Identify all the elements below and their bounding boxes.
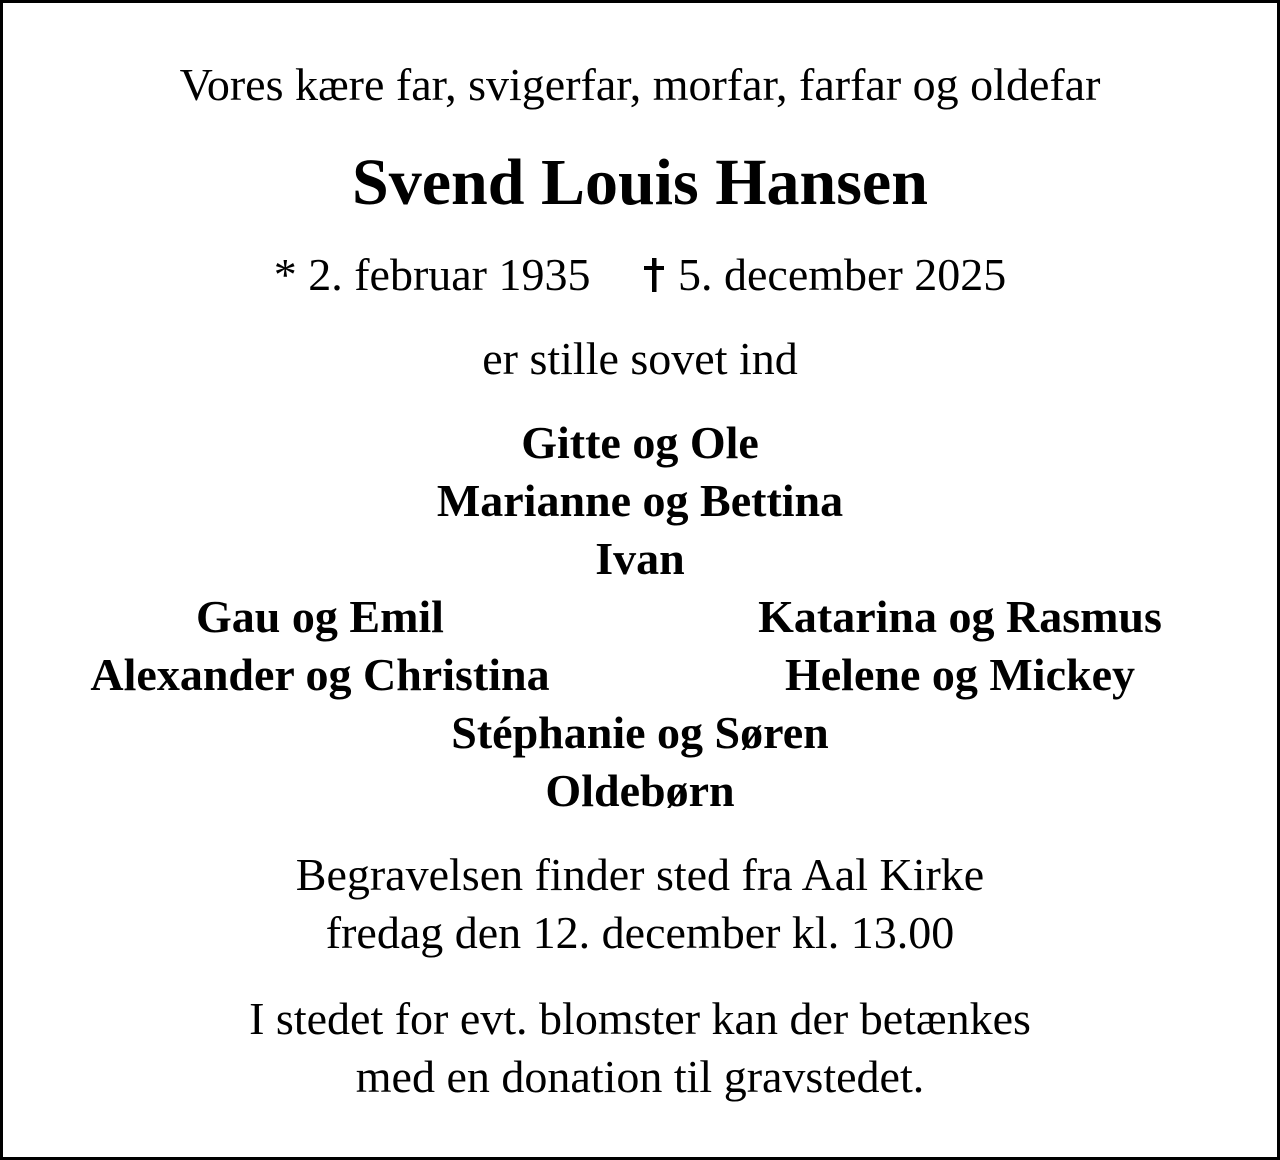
family-name: Alexander og Christina: [90, 649, 550, 700]
funeral-time: fredag den 12. december kl. 13.00: [325, 907, 955, 958]
death-date: 5. december 2025: [678, 249, 1007, 300]
family-name: Helene og Mickey: [784, 649, 1135, 700]
birth-date: * 2. februar 1935: [273, 249, 591, 300]
life-dates: [0, 249, 1280, 300]
family-name: Gau og Emil: [196, 591, 444, 642]
donation-text: I stedet for evt. blomster kan der betænkes: [249, 993, 1031, 1044]
passing-text: er stille sovet ind: [482, 333, 798, 384]
family-name: Marianne og Bettina: [436, 475, 844, 526]
donation-text: med en donation til gravstedet.: [355, 1051, 925, 1102]
cross-icon: [641, 252, 667, 298]
family-name: Gitte og Ole: [521, 417, 759, 468]
family-name: Oldebørn: [545, 765, 735, 816]
funeral-location: Begravelsen finder sted fra Aal Kirke: [295, 849, 985, 900]
family-name: Ivan: [595, 533, 685, 584]
deceased-name: Svend Louis Hansen: [352, 146, 928, 219]
intro-text: Vores kære far, svigerfar, morfar, farfar og oldefar: [179, 59, 1101, 110]
family-name: Katarina og Rasmus: [758, 591, 1162, 642]
family-name: Stéphanie og Søren: [451, 707, 829, 758]
